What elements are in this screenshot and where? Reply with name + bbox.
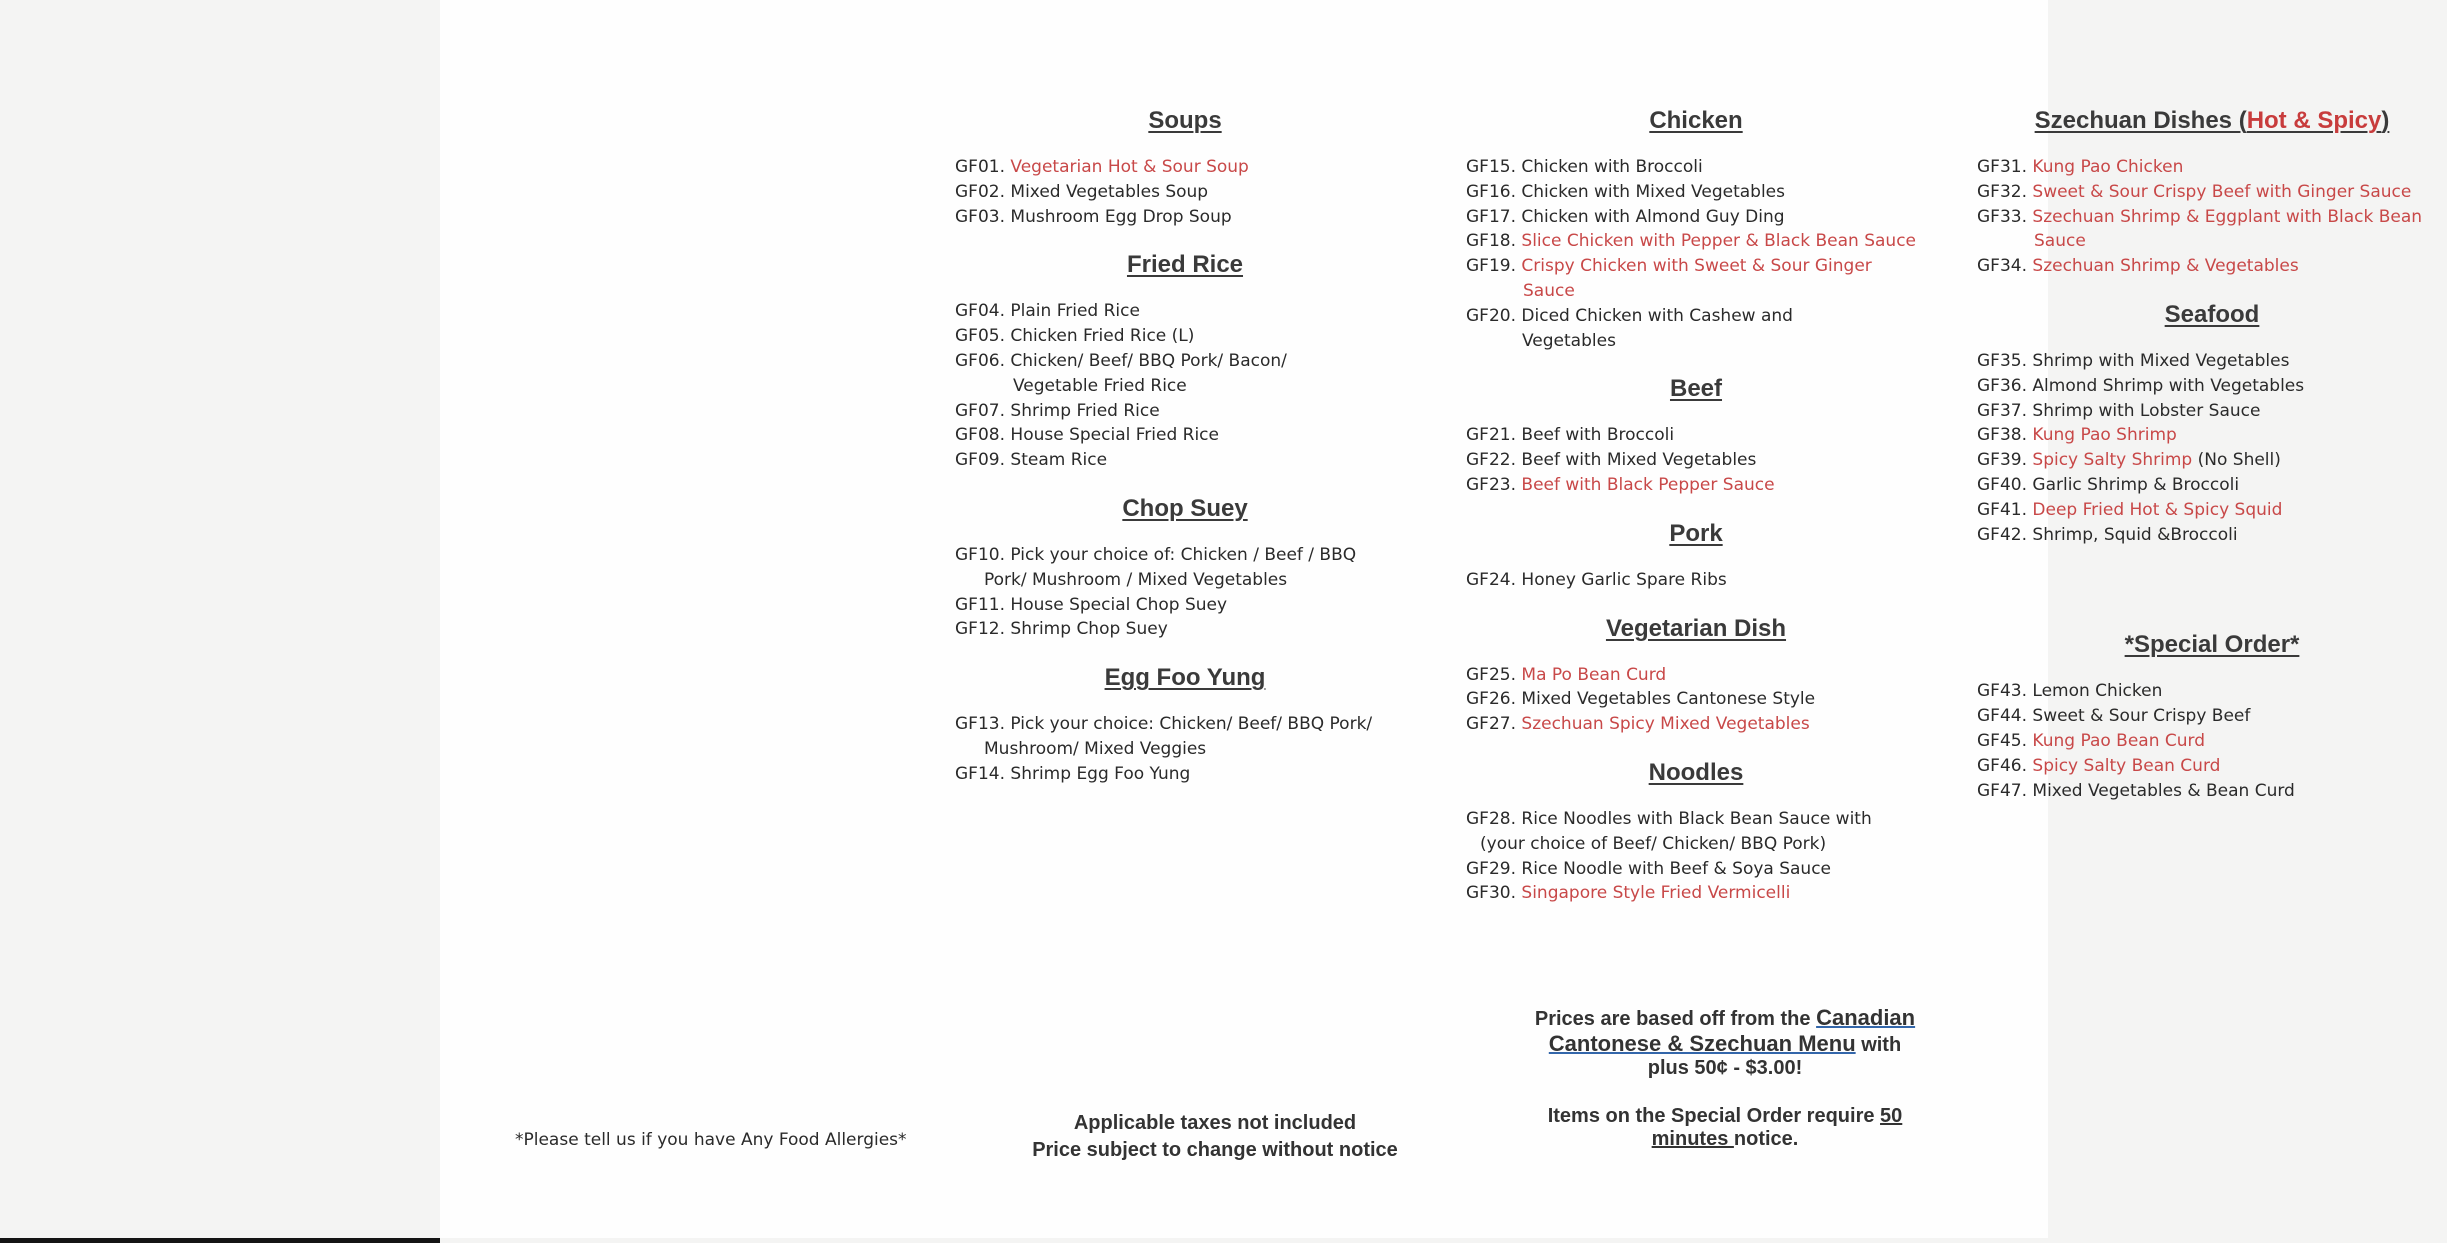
item-name: Pick your choice: Chicken/ Beef/ BBQ Pork/ (1010, 714, 1373, 735)
item-code: GF13. (955, 714, 1005, 735)
section-heading: Egg Foo Yung (1104, 664, 1266, 692)
item-code: GF23. (1466, 474, 1516, 495)
item-name-continued: Sauce (2034, 231, 2086, 252)
section-heading: Chop Suey (1122, 494, 1248, 522)
item-name: Crispy Chicken with Sweet & Sour Ginger (1521, 256, 1872, 277)
menu-item (1466, 254, 1926, 304)
menu-item (1466, 423, 1926, 448)
item-name: Garlic Shrimp & Broccoli (2032, 474, 2240, 495)
item-code: GF36. (1977, 375, 2027, 396)
item-code: GF32. (1977, 181, 2027, 202)
menu-item-list (1977, 155, 2447, 279)
item-name: Deep Fried Hot & Spicy Squid (2032, 499, 2283, 520)
menu-item (1977, 704, 2447, 729)
menu-item-list (1466, 423, 1926, 497)
section-heading: *Special Order* (2124, 631, 2300, 659)
menu-item-list (1466, 807, 1926, 906)
menu-item (955, 617, 1415, 642)
item-name: Shrimp with Mixed Vegetables (2032, 350, 2290, 371)
prices-note: Prices are based off from the Canadian Cantonese & Szechuan Menu with plus 50¢ - $3.00! Items on the Special Order require 50 minutes notice. (1505, 1006, 1945, 1152)
item-code: GF40. (1977, 474, 2027, 495)
item-name: Singapore Style Fried Vermicelli (1521, 883, 1791, 904)
item-code: GF46. (1977, 755, 2027, 776)
item-code: GF15. (1466, 157, 1516, 177)
item-code: GF35. (1977, 350, 2027, 371)
price-range: plus 50¢ - $3.00! (1647, 1057, 1803, 1079)
item-name: Almond Shrimp with Vegetables (2032, 375, 2305, 396)
menu-item (1977, 155, 2447, 180)
menu-item (1977, 523, 2447, 548)
menu-item (1977, 205, 2447, 255)
menu-item (1466, 229, 1926, 254)
item-name: Chicken Fried Rice (L) (1010, 326, 1195, 347)
menu-item (1466, 155, 1926, 180)
menu-link: Cantonese & Szechuan Menu (1548, 1030, 1856, 1056)
menu-item (1466, 712, 1926, 737)
item-name: Diced Chicken with Cashew and (1521, 305, 1793, 326)
item-name: Plain Fried Rice (1010, 301, 1140, 322)
item-name: House Special Fried Rice (1010, 425, 1219, 446)
item-name: Shrimp, Squid &Broccoli (2032, 524, 2238, 545)
item-name: Spicy Salty Shrimp (2032, 450, 2193, 471)
menu-item-list (955, 155, 1415, 229)
item-name: Honey Garlic Spare Ribs (1521, 569, 1727, 590)
menu-item (1466, 663, 1926, 688)
menu-item (955, 543, 1415, 593)
item-name: Mixed Vegetables & Bean Curd (2032, 780, 2295, 801)
item-code: GF34. (1977, 256, 2027, 277)
item-name: Shrimp with Lobster Sauce (2032, 400, 2261, 421)
item-name: Beef with Black Pepper Sauce (1521, 474, 1775, 495)
item-name: Kung Pao Bean Curd (2032, 730, 2206, 751)
item-name: Mixed Vegetables Cantonese Style (1521, 689, 1816, 710)
menu-item-list (1977, 679, 2447, 803)
menu-item (955, 423, 1415, 448)
item-name: Vegetarian Hot & Sour Soup (1010, 157, 1249, 177)
item-code: GF18. (1466, 231, 1516, 252)
menu-item (1466, 180, 1926, 205)
menu-item (1977, 498, 2447, 523)
menu-item (1977, 448, 2447, 473)
menu-item (1466, 568, 1926, 593)
item-code: GF08. (955, 425, 1005, 446)
item-name: Lemon Chicken (2032, 681, 2163, 702)
item-code: GF29. (1466, 858, 1516, 879)
item-code: GF11. (955, 594, 1005, 615)
menu-item (1466, 205, 1926, 230)
item-code: GF02. (955, 181, 1005, 202)
item-name: Rice Noodle with Beef & Soya Sauce (1521, 858, 1832, 879)
item-name: Spicy Salty Bean Curd (2032, 755, 2221, 776)
item-code: GF25. (1466, 664, 1516, 685)
item-name: Mushroom Egg Drop Soup (1010, 206, 1232, 227)
menu-item (1977, 779, 2447, 804)
item-name-continued: Vegetables (1522, 330, 1616, 351)
menu-page (440, 0, 2423, 1238)
item-code: GF38. (1977, 425, 2027, 446)
item-code: GF12. (955, 619, 1005, 640)
item-name: Steam Rice (1010, 450, 1108, 471)
menu-item (955, 299, 1415, 324)
item-name: Sweet & Sour Crispy Beef (2032, 706, 2251, 727)
section-heading: Noodles (1648, 758, 1744, 786)
item-name-continued: Mushroom/ Mixed Veggies (984, 738, 1207, 759)
item-code: GF20. (1466, 305, 1516, 326)
menu-column-1 (955, 105, 1415, 807)
allergy-note: *Please tell us if you have Any Food Allergies* (515, 1130, 907, 1150)
menu-item (955, 448, 1415, 473)
canadian-link: Canadian (1816, 1005, 1916, 1030)
section-heading: Seafood (2164, 300, 2260, 328)
menu-item (1977, 399, 2447, 424)
item-name: Shrimp Chop Suey (1010, 619, 1168, 640)
menu-item (955, 155, 1415, 180)
menu-column-2 (1466, 105, 1926, 926)
item-name: Szechuan Shrimp & Vegetables (2032, 256, 2299, 277)
section-heading: Pork (1669, 519, 1723, 547)
menu-item-list (955, 712, 1415, 786)
item-code: GF16. (1466, 181, 1516, 202)
item-code: GF05. (955, 326, 1005, 347)
item-code: GF22. (1466, 450, 1516, 471)
menu-item (1977, 180, 2447, 205)
item-code: GF31. (1977, 157, 2027, 177)
menu-item (1466, 807, 1926, 857)
item-code: GF14. (955, 763, 1005, 784)
item-code: GF09. (955, 450, 1005, 471)
menu-item (1466, 881, 1926, 906)
item-name-continued: (your choice of Beef/ Chicken/ BBQ Pork) (1480, 833, 1827, 854)
menu-item (1466, 304, 1926, 354)
item-suffix: (No Shell) (2192, 450, 2281, 471)
scanner-edge (0, 1238, 440, 1243)
menu-item (955, 349, 1415, 399)
menu-column-3 (1977, 105, 2447, 823)
item-code: GF27. (1466, 714, 1516, 735)
item-code: GF03. (955, 206, 1005, 227)
item-code: GF33. (1977, 206, 2027, 227)
menu-item (1977, 423, 2447, 448)
item-name: Szechuan Shrimp & Eggplant with Black Bean (2032, 206, 2423, 227)
menu-item-list (955, 299, 1415, 473)
item-code: GF44. (1977, 706, 2027, 727)
menu-item-list (1466, 663, 1926, 737)
menu-item (1977, 679, 2447, 704)
menu-item-list (1466, 568, 1926, 593)
item-code: GF06. (955, 350, 1005, 371)
item-name: Szechuan Spicy Mixed Vegetables (1521, 714, 1810, 735)
menu-item (1466, 473, 1926, 498)
item-code: GF41. (1977, 499, 2027, 520)
menu-item (955, 205, 1415, 230)
item-code: GF39. (1977, 450, 2027, 471)
tax-line-2: Price subject to change without notice (1032, 1139, 1398, 1161)
item-name-continued: Pork/ Mushroom / Mixed Vegetables (984, 569, 1288, 590)
item-code: GF43. (1977, 681, 2027, 702)
menu-item (955, 324, 1415, 349)
item-name: Slice Chicken with Pepper & Black Bean Sauce (1521, 231, 1917, 252)
menu-item (1977, 349, 2447, 374)
tax-notice (1005, 1110, 1425, 1164)
item-code: GF42. (1977, 524, 2027, 545)
section-heading: Soups (1148, 107, 1222, 134)
section-heading: Chicken (1649, 107, 1743, 134)
item-name: Chicken with Almond Guy Ding (1521, 206, 1785, 227)
item-name: Sweet & Sour Crispy Beef with Ginger Sauce (2032, 181, 2412, 202)
menu-item (1977, 473, 2447, 498)
item-name: Shrimp Fried Rice (1010, 400, 1160, 421)
menu-item (1977, 374, 2447, 399)
item-name: Shrimp Egg Foo Yung (1010, 763, 1191, 784)
item-code: GF30. (1466, 883, 1516, 904)
section-heading: Vegetarian Dish (1605, 614, 1787, 642)
section-heading: Fried Rice (1126, 251, 1244, 279)
section-heading: Beef (1669, 375, 1723, 403)
item-name: Kung Pao Chicken (2032, 157, 2184, 177)
item-code: GF07. (955, 400, 1005, 421)
item-code: GF17. (1466, 206, 1516, 227)
item-code: GF21. (1466, 425, 1516, 446)
menu-item-list (955, 543, 1415, 642)
item-name: Mixed Vegetables Soup (1010, 181, 1209, 202)
item-name: Pick your choice of: Chicken / Beef / BBQ (1010, 544, 1357, 565)
item-code: GF19. (1466, 256, 1516, 277)
item-code: GF37. (1977, 400, 2027, 421)
menu-item (1977, 754, 2447, 779)
item-code: GF26. (1466, 689, 1516, 710)
item-name: Rice Noodles with Black Bean Sauce with (1521, 808, 1872, 829)
item-code: GF01. (955, 157, 1005, 177)
item-name-continued: Sauce (1523, 280, 1575, 301)
item-name: Chicken with Mixed Vegetables (1521, 181, 1785, 202)
item-code: GF28. (1466, 808, 1516, 829)
item-name: Ma Po Bean Curd (1521, 664, 1667, 685)
item-code: GF04. (955, 301, 1005, 322)
menu-item (1466, 857, 1926, 882)
menu-item-list (1977, 349, 2447, 547)
item-name: House Special Chop Suey (1010, 594, 1228, 615)
item-code: GF10. (955, 544, 1005, 565)
menu-item (1977, 729, 2447, 754)
item-name-continued: Vegetable Fried Rice (1013, 375, 1187, 396)
menu-item (955, 593, 1415, 618)
item-name: Chicken with Broccoli (1521, 157, 1703, 177)
item-code: GF45. (1977, 730, 2027, 751)
item-name: Beef with Broccoli (1521, 425, 1675, 446)
item-name: Chicken/ Beef/ BBQ Pork/ Bacon/ (1010, 350, 1287, 371)
item-code: GF24. (1466, 569, 1516, 590)
menu-item (1466, 687, 1926, 712)
tax-line-1: Applicable taxes not included (1073, 1112, 1357, 1134)
menu-item (1466, 448, 1926, 473)
item-code: GF47. (1977, 780, 2027, 801)
menu-item (955, 399, 1415, 424)
section-heading: Szechuan Dishes (Hot & Spicy) (2034, 107, 2390, 134)
menu-item (1977, 254, 2447, 279)
menu-item (955, 762, 1415, 787)
menu-item (955, 180, 1415, 205)
menu-item (955, 712, 1415, 762)
item-name: Beef with Mixed Vegetables (1521, 450, 1757, 471)
item-name: Kung Pao Shrimp (2032, 425, 2177, 446)
menu-item-list (1466, 155, 1926, 353)
